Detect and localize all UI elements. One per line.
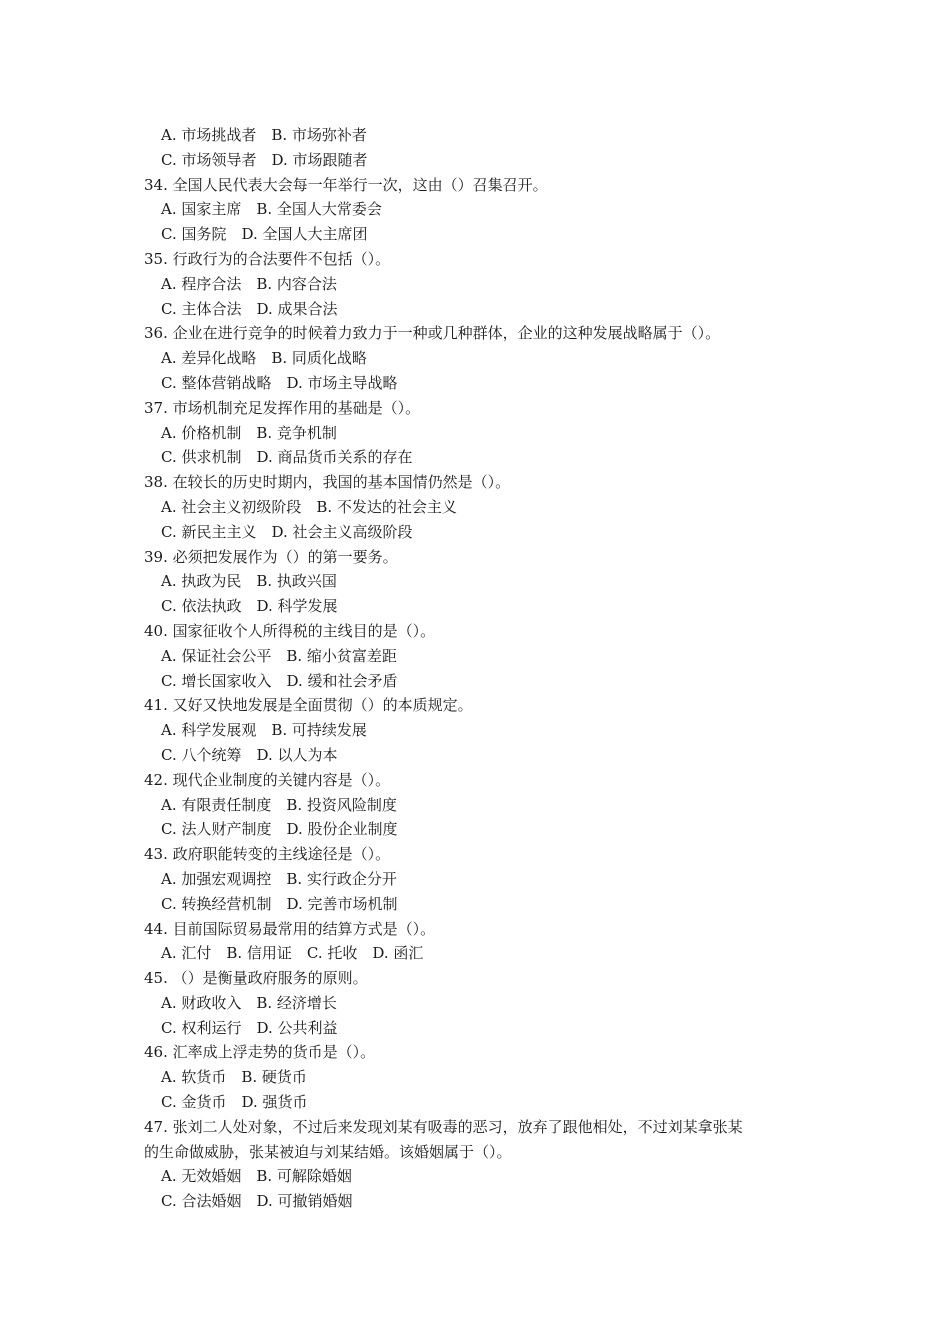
question-text-line: 35. 行政行为的合法要件不包括（）。 [144,249,391,268]
question-list [144,123,814,1214]
answer-options-line: C. 市场领导者 D. 市场跟随者 [161,150,368,169]
question-text-line: 45. （）是衡量政府服务的原则。 [144,969,368,988]
answer-options-line: C. 供求机制 D. 商品货币关系的存在 [161,448,413,467]
answer-options-line: C. 转换经营机制 D. 完善市场机制 [161,894,398,913]
answer-options-line: C. 合法婚姻 D. 可撤销婚姻 [161,1192,353,1211]
question-text-line: 39. 必须把发展作为（）的第一要务。 [144,547,398,566]
answer-options-line: A. 保证社会公平 B. 缩小贫富差距 [161,646,397,665]
answer-options-line: A. 社会主义初级阶段 B. 不发达的社会主义 [161,497,457,516]
question-text-line: 42. 现代企业制度的关键内容是（）。 [144,770,391,789]
answer-options-line: C. 依法执政 D. 科学发展 [161,597,338,616]
question-text-line: 38. 在较长的历史时期内，我国的基本国情仍然是（）。 [144,473,511,492]
answer-options-line: A. 财政收入 B. 经济增长 [161,993,337,1012]
answer-options-line: A. 科学发展观 B. 可持续发展 [161,721,367,740]
question-text-line: 的生命做威胁，张某被迫与刘某结婚。该婚姻属于（）。 [144,1142,512,1161]
question-text-line: 41. 又好又快地发展是全面贯彻（）的本质规定。 [144,696,473,715]
question-text-line: 44. 目前国际贸易最常用的结算方式是（）。 [144,919,436,938]
answer-options-line: A. 执政为民 B. 执政兴国 [161,572,337,591]
question-text-line: 37. 市场机制充足发挥作用的基础是（）。 [144,398,421,417]
question-text-line: 34. 全国人民代表大会每一年举行一次，这由（）召集召开。 [144,175,548,194]
answer-options-line: C. 八个统筹 D. 以人为本 [161,745,338,764]
answer-options-line: C. 权利运行 D. 公共利益 [161,1018,338,1037]
answer-options-line: A. 汇付 B. 信用证 C. 托收 D. 函汇 [161,944,424,963]
answer-options-line: A. 差异化战略 B. 同质化战略 [161,349,367,368]
answer-options-line: C. 新民主主义 D. 社会主义高级阶段 [161,522,413,541]
answer-options-line: C. 金货币 D. 强货币 [161,1093,308,1112]
answer-options-line: A. 程序合法 B. 内容合法 [161,274,337,293]
question-text-line: 36. 企业在进行竞争的时候着力致力于一种或几种群体，企业的这种发展战略属于（）。 [144,324,721,343]
question-text-line: 43. 政府职能转变的主线途径是（）。 [144,845,391,864]
answer-options-line: A. 有限责任制度 B. 投资风险制度 [161,795,397,814]
answer-options-line: C. 增长国家收入 D. 缓和社会矛盾 [161,671,398,690]
question-text-line: 47. 张刘二人处对象，不过后来发现刘某有吸毒的恶习，放弃了跟他相处，不过刘某拿张某 [144,1117,743,1136]
question-text-line: 40. 国家征收个人所得税的主线目的是（）。 [144,621,436,640]
answer-options-line: C. 国务院 D. 全国人大主席团 [161,225,368,244]
answer-options-line: A. 价格机制 B. 竞争机制 [161,423,337,442]
answer-options-line: A. 市场挑战者 B. 市场弥补者 [161,126,367,144]
answer-options-line: A. 加强宏观调控 B. 实行政企分开 [161,869,397,888]
answer-options-line: C. 主体合法 D. 成果合法 [161,299,338,318]
answer-options-line: A. 无效婚姻 B. 可解除婚姻 [161,1167,352,1186]
answer-options-line: A. 软货币 B. 硬货币 [161,1068,307,1087]
question-text-line: 46. 汇率成上浮走势的货币是（）。 [144,1043,376,1062]
answer-options-line: C. 法人财产制度 D. 股份企业制度 [161,820,398,839]
answer-options-line: A. 国家主席 B. 全国人大常委会 [161,200,382,219]
answer-options-line: C. 整体营销战略 D. 市场主导战略 [161,373,398,392]
